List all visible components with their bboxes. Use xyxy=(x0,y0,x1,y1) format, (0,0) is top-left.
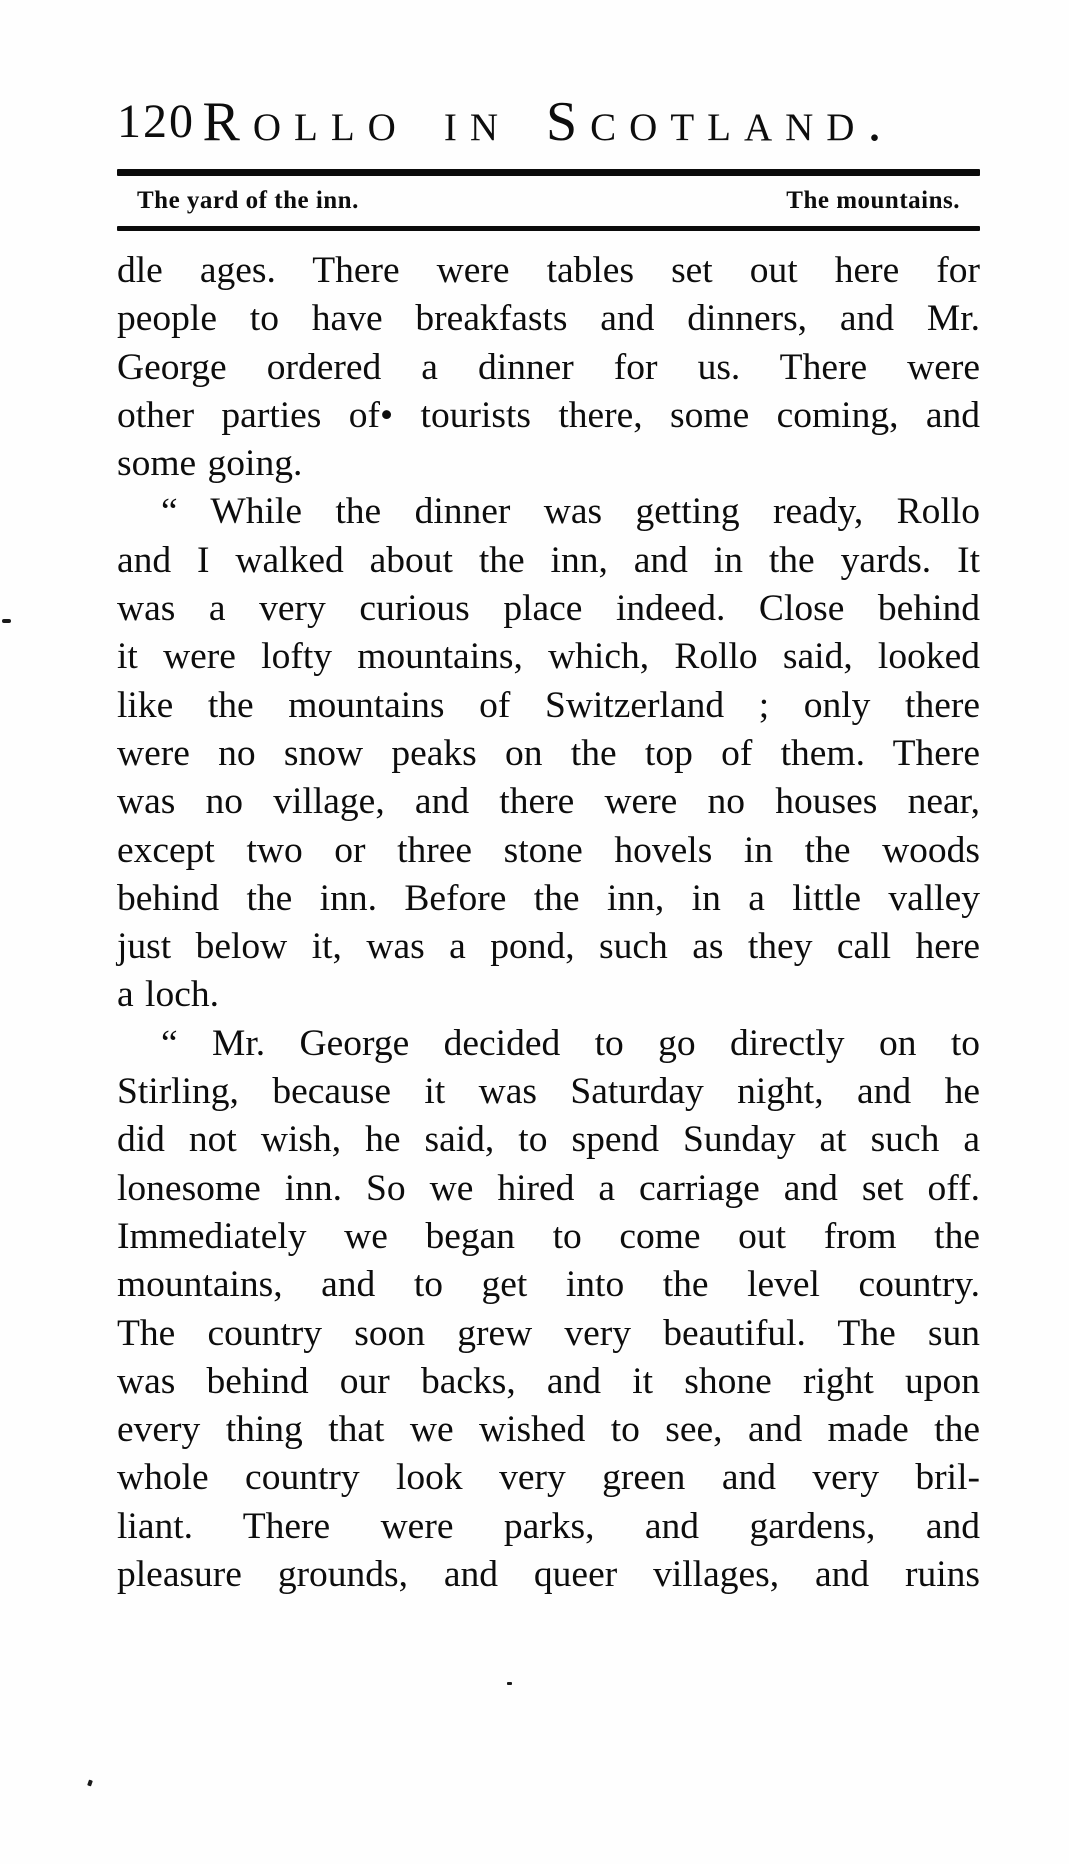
text-line: it were lofty mountains, which, Rollo said, looked xyxy=(117,636,980,678)
running-head-right: The mountains. xyxy=(786,187,960,214)
text-line: behind the inn. Before the inn, in a little valley xyxy=(117,877,980,919)
scan-speck xyxy=(87,1779,93,1786)
text-line: other parties of• tourists there, some coming, and xyxy=(117,394,980,436)
scan-speck xyxy=(507,1682,512,1685)
text-column xyxy=(117,247,980,1599)
header-rule-thick xyxy=(117,169,980,176)
text-line: every thing that we wished to see, and made the xyxy=(117,1409,980,1451)
text-line: except two or three stone hovels in the woods xyxy=(117,829,980,871)
text-line: Stirling, because it was Saturday night, and he xyxy=(117,1071,980,1113)
text-line: lonesome inn. So we hired a carriage and set off. xyxy=(117,1167,980,1209)
text-line: whole country look very green and very bril- xyxy=(117,1457,980,1499)
scan-speck xyxy=(2,619,11,623)
text-line: mountains, and to get into the level country. xyxy=(117,1264,980,1306)
header-rule-thin xyxy=(117,226,980,231)
text-line: was a very curious place indeed. Close behind xyxy=(117,588,980,630)
text-line: liant. There were parks, and gardens, and xyxy=(117,1505,980,1547)
text-line: “ While the dinner was getting ready, Rollo xyxy=(161,491,980,533)
text-line: like the mountains of Switzerland ; only there xyxy=(117,684,980,726)
text-line: and I walked about the inn, and in the yards. It xyxy=(117,539,980,581)
running-heads xyxy=(117,186,980,216)
text-line: pleasure grounds, and queer villages, and ruins xyxy=(117,1554,980,1596)
text-line: was behind our backs, and it shone right upon xyxy=(117,1360,980,1402)
text-line: people to have breakfasts and dinners, and Mr. xyxy=(117,298,980,340)
text-line: just below it, was a pond, such as they call here xyxy=(117,926,980,968)
page-number: 120 xyxy=(117,95,195,148)
text-line: a loch. xyxy=(117,974,219,1016)
text-line: some going. xyxy=(117,443,303,485)
text-line: George ordered a dinner for us. There were xyxy=(117,346,980,388)
text-line: The country soon grew very beautiful. The sun xyxy=(117,1312,980,1354)
text-line: dle ages. There were tables set out here for xyxy=(117,250,980,291)
text-line: Immediately we began to come out from the xyxy=(117,1215,980,1257)
running-head-left: The yard of the inn. xyxy=(137,187,359,214)
text-line: were no snow peaks on the top of them. There xyxy=(117,732,980,774)
text-line: did not wish, he said, to spend Sunday at such a xyxy=(117,1119,980,1161)
text-line: “ Mr. George decided to go directly on to xyxy=(161,1022,980,1064)
text-line: was no village, and there were no houses near, xyxy=(117,781,980,823)
page-title: Rollo in Scotland. xyxy=(202,91,895,153)
